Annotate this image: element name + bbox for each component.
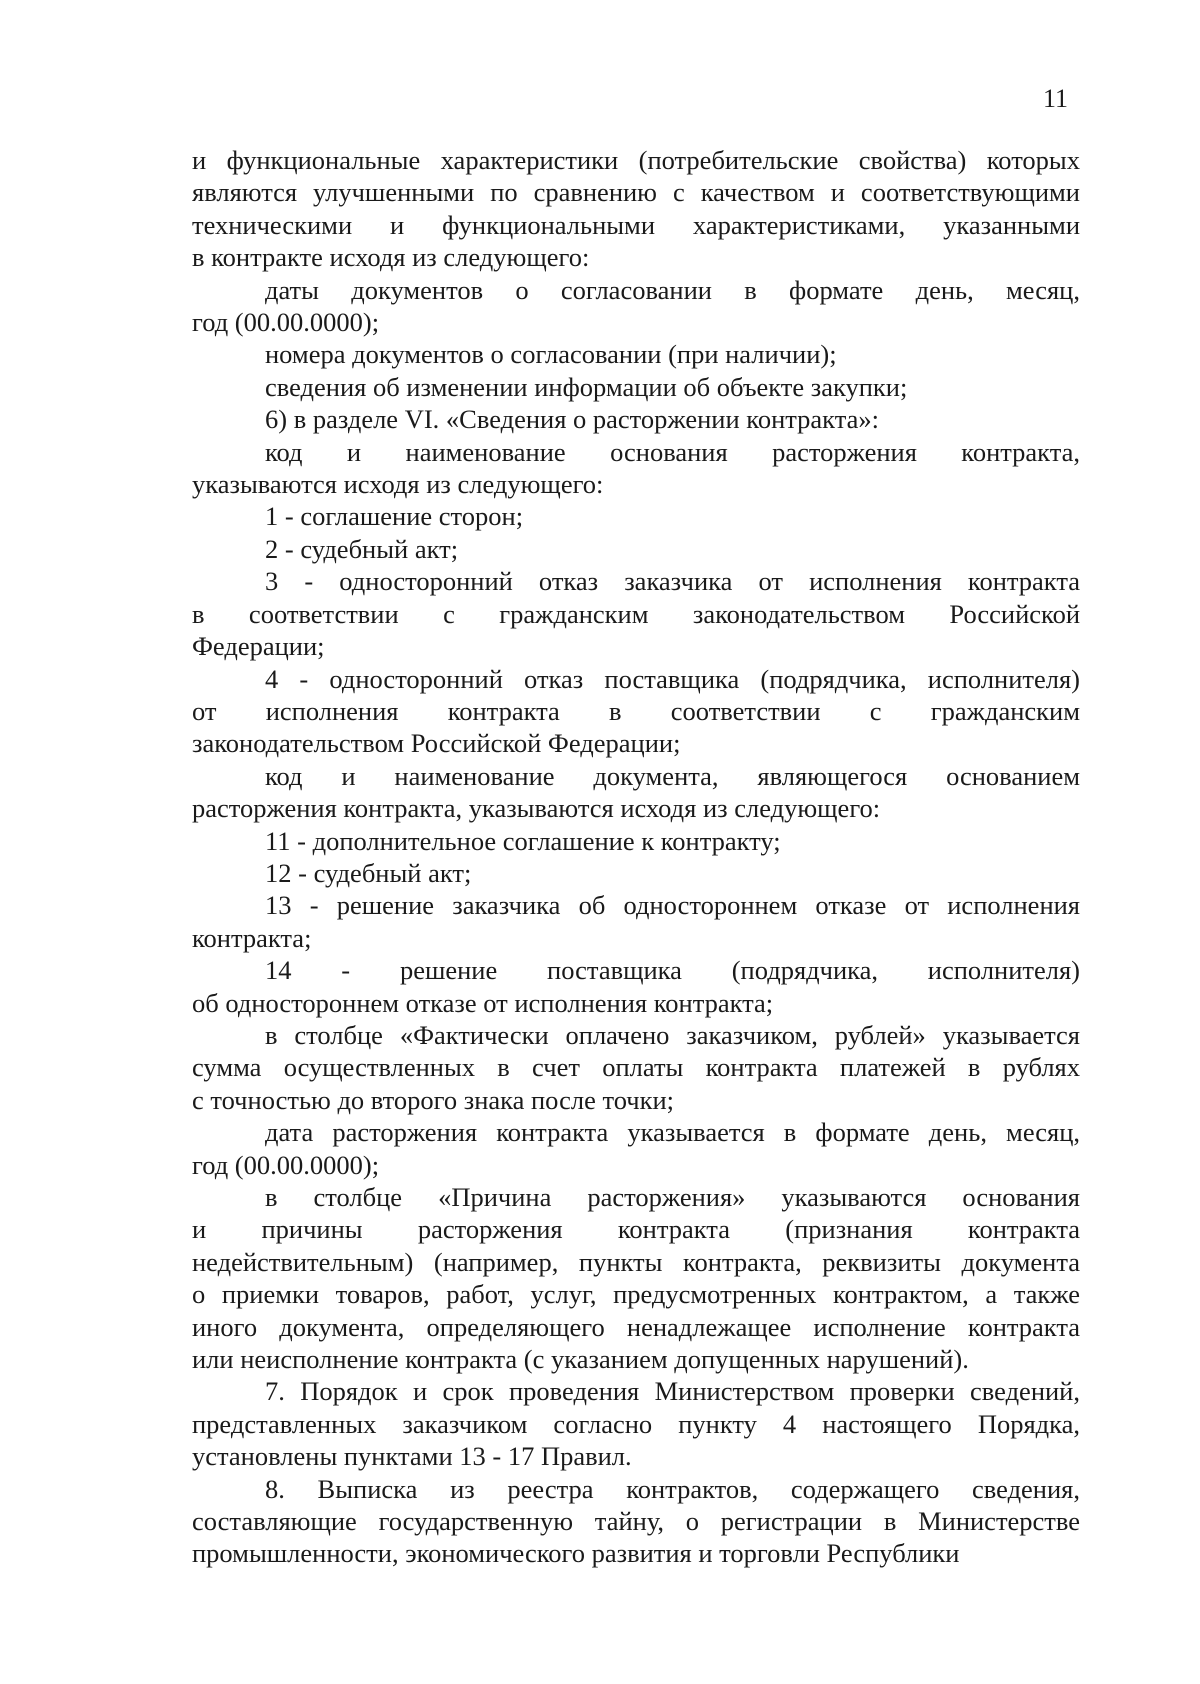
paragraph [192,338,1080,370]
text-line: 7. Порядок и срок проведения Министерством проверки сведений, [265,1376,1080,1407]
text-line: в контракте исходя из следующего: [192,242,590,273]
text-line: 2 - судебный акт; [265,533,459,564]
text-line: дата расторжения контракта указывается в формате день, месяц, [265,1117,1080,1148]
text-line: установлены пунктами 13 - 17 Правил. [192,1441,632,1472]
text-line: код и наименование основания расторжения контракта, [265,436,1080,467]
text-line: составляющие государственную тайну, о регистрации в Министерстве [192,1506,1080,1537]
text-line: об одностороннем отказе от исполнения контракта; [192,987,774,1018]
text-line: 14 - решение поставщика (подрядчика, исполнителя) [265,955,1080,986]
paragraph [192,954,1080,1019]
paragraph [192,889,1080,954]
paragraph [192,825,1080,857]
paragraph [192,1019,1080,1116]
text-line: недействительным) (например, пункты контракта, реквизиты документа [192,1246,1080,1277]
paragraph [192,500,1080,532]
paragraph [192,760,1080,825]
paragraph [192,371,1080,403]
text-line: в столбце «Причина расторжения» указываются основания [265,1182,1080,1212]
paragraph [192,533,1080,565]
paragraph [192,274,1080,339]
text-line: 3 - односторонний отказ заказчика от исполнения контракта [265,566,1080,597]
document-body [192,144,1080,1570]
text-line: 13 - решение заказчика об одностороннем отказе от исполнения [265,890,1080,921]
text-line: и причины расторжения контракта (признания контракта [192,1214,1080,1245]
text-line: в соответствии с гражданским законодательством Российской [192,598,1080,629]
text-line: от исполнения контракта в соответствии с гражданским [192,695,1080,726]
text-line: год (00.00.0000); [192,1149,380,1180]
paragraph [192,144,1080,274]
text-line: 6) в разделе VI. «Сведения о расторжении контракта»: [265,404,879,435]
text-line: промышленности, экономического развития и торговли Республики [192,1538,960,1569]
text-line: 1 - соглашение сторон; [265,501,524,532]
text-line: Федерации; [192,631,325,662]
text-line: 11 - дополнительное соглашение к контракту; [265,825,781,856]
paragraph [192,1116,1080,1181]
paragraph [192,1375,1080,1472]
text-line: даты документов о согласовании в формате день, месяц, [265,274,1080,305]
text-line: и функциональные характеристики (потребительские свойства) которых [192,145,1080,175]
paragraph [192,1181,1080,1375]
page-number: 11 [1042,84,1068,113]
text-line: техническими и функциональными характеристиками, указанными [192,209,1080,240]
text-line: представленных заказчиком согласно пункту 4 настоящего Порядка, [192,1408,1080,1439]
paragraph [192,403,1080,435]
text-line: или неисполнение контракта (с указанием допущенных нарушений). [192,1344,969,1375]
text-line: 12 - судебный акт; [265,857,472,888]
text-line: год (00.00.0000); [192,307,380,338]
text-line: о приемки товаров, работ, услуг, предусмотренных контрактом, а также [192,1279,1080,1310]
paragraph [192,565,1080,662]
paragraph [192,663,1080,760]
paragraph [192,436,1080,501]
text-line: сведения об изменении информации об объекте закупки; [265,371,908,402]
text-line: 4 - односторонний отказ поставщика (подрядчика, исполнителя) [265,663,1080,694]
text-line: в столбце «Фактически оплачено заказчиком, рублей» указывается [265,1019,1080,1050]
text-line: 8. Выписка из реестра контрактов, содержащего сведения, [265,1473,1080,1504]
paragraph [192,857,1080,889]
text-line: контракта; [192,922,312,953]
text-line: законодательством Российской Федерации; [192,728,681,759]
text-line: указываются исходя из следующего: [192,469,604,500]
text-line: код и наименование документа, являющегося основанием [265,760,1080,791]
text-line: иного документа, определяющего ненадлежащее исполнение контракта [192,1311,1080,1342]
text-line: номера документов о согласовании (при наличии); [265,339,837,370]
text-line: с точностью до второго знака после точки; [192,1084,675,1115]
text-line: являются улучшенными по сравнению с качеством и соответствующими [192,177,1080,208]
paragraph [192,1473,1080,1570]
text-line: сумма осуществленных в счет оплаты контракта платежей в рублях [192,1052,1080,1083]
text-line: расторжения контракта, указываются исходя из следующего: [192,793,881,824]
